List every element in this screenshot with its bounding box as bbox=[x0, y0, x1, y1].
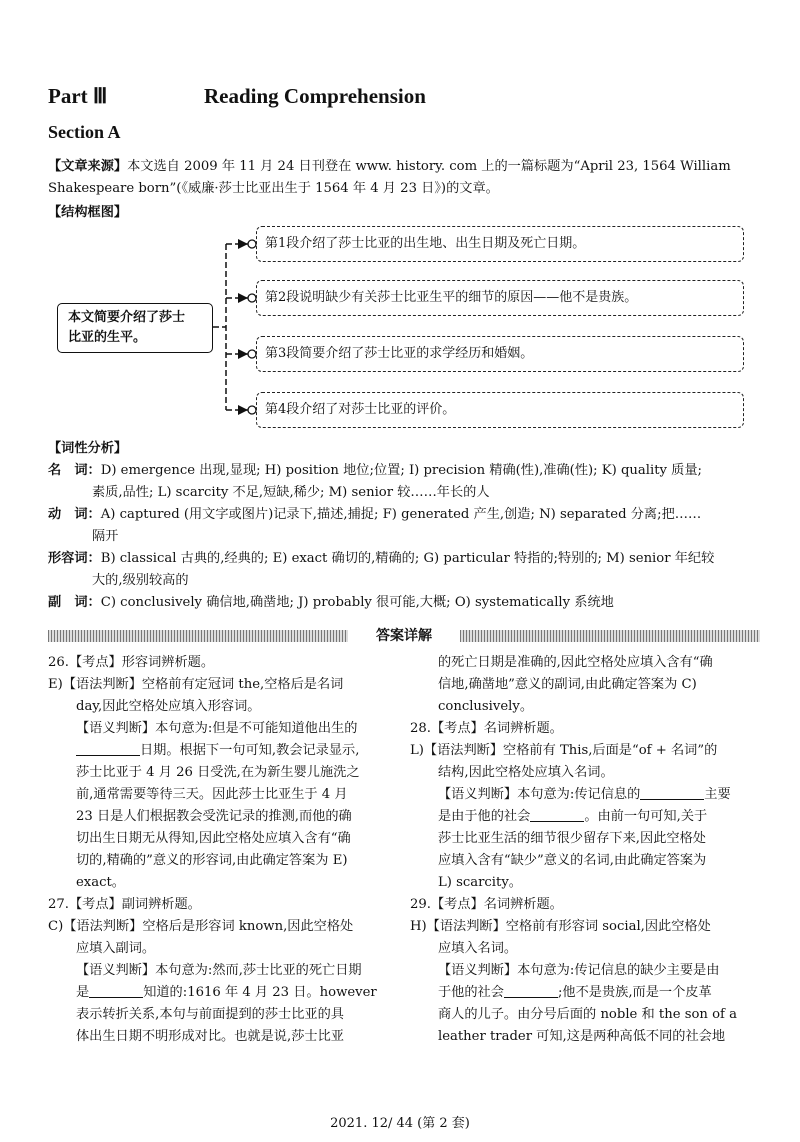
answer-line bbox=[410, 784, 762, 806]
pos-group-adverb bbox=[48, 592, 760, 614]
answer-line bbox=[48, 740, 400, 762]
pos-line: 大的,级别较高的 bbox=[92, 573, 189, 588]
answer-text: 应填入名词。 bbox=[438, 941, 518, 956]
answer-line bbox=[48, 960, 400, 982]
source-paragraph bbox=[48, 156, 760, 200]
answer-line bbox=[48, 674, 400, 696]
answer-text: 的死亡日期是准确的,因此空格处应填入含有“确 bbox=[438, 655, 713, 670]
structure-item-4: 第4段介绍了对莎士比亚的评价。 bbox=[256, 392, 744, 428]
answer-text: exact。 bbox=[76, 875, 125, 890]
answer-text: 【语义判断】本句意为:然而,莎士比亚的死亡日期 bbox=[76, 963, 362, 978]
answer-line bbox=[410, 872, 762, 894]
answer-line bbox=[48, 828, 400, 850]
answer-blank bbox=[640, 786, 704, 800]
structure-item-3: 第3段简要介绍了莎士比亚的求学经历和婚姻。 bbox=[256, 336, 744, 372]
answer-line bbox=[48, 652, 400, 674]
structure-item-1: 第1段介绍了莎士比亚的出生地、出生日期及死亡日期。 bbox=[256, 226, 744, 262]
source-tag: 【文章来源】 bbox=[48, 159, 128, 174]
answer-blank bbox=[76, 742, 140, 756]
section-heading: Section A bbox=[48, 122, 121, 142]
answer-text: leather trader 可知,这是两种高低不同的社会地 bbox=[438, 1029, 726, 1044]
answer-text: 应填入含有“缺少”意义的名词,由此确定答案为 bbox=[438, 853, 707, 868]
answer-text: 表示转折关系,本句与前面提到的莎士比亚的具 bbox=[76, 1007, 344, 1022]
pos-line: 隔开 bbox=[92, 529, 119, 544]
pos-line: C) conclusively 确信地,确凿地; J) probably 很可能,大概; O) systematically 系统地 bbox=[100, 595, 614, 610]
answer-line bbox=[410, 696, 762, 718]
source-line-1: 本文选自 2009 年 11 月 24 日刊登在 www. history. com 上的一篇标题为“April 23, 1564 William bbox=[127, 159, 731, 174]
answer-text: 于他的社会 bbox=[438, 985, 504, 1000]
answer-text: 知道的:1616 年 4 月 23 日。however bbox=[143, 985, 377, 1000]
structure-tag: 【结构框图】 bbox=[48, 205, 128, 220]
part-label: Part Ⅲ bbox=[48, 84, 108, 108]
answer-line bbox=[48, 1026, 400, 1048]
answer-text: ;他不是贵族,而是一个皮革 bbox=[557, 985, 712, 1000]
pos-group-adjective bbox=[48, 548, 760, 592]
answer-line bbox=[48, 938, 400, 960]
structure-item-2: 第2段说明缺少有关莎士比亚生平的细节的原因——他不是贵族。 bbox=[256, 280, 744, 316]
answer-line bbox=[410, 674, 762, 696]
answer-line bbox=[410, 806, 762, 828]
answer-line bbox=[410, 1004, 762, 1026]
divider-stripe-left bbox=[48, 630, 348, 642]
answer-line bbox=[410, 762, 762, 784]
answer-text: 体出生日期不明形成对比。也就是说,莎士比亚 bbox=[76, 1029, 344, 1044]
answer-text: 结构,因此空格处应填入名词。 bbox=[438, 765, 614, 780]
answer-line bbox=[410, 828, 762, 850]
answer-text: 切的,精确的”意义的形容词,由此确定答案为 E) bbox=[76, 853, 348, 868]
answer-line bbox=[410, 718, 762, 740]
center-line-1: 本文简要介绍了莎士 bbox=[68, 310, 186, 325]
answer-line bbox=[48, 850, 400, 872]
answer-line bbox=[410, 982, 762, 1004]
answer-text: L)【语法判断】空格前有 This,后面是“of + 名词”的 bbox=[410, 743, 718, 758]
page-footer: 2021. 12/ 44 (第 2 套) bbox=[330, 1116, 470, 1131]
pos-tag: 【词性分析】 bbox=[48, 441, 128, 456]
answer-line bbox=[410, 916, 762, 938]
answer-text: 莎士比亚于 4 月 26 日受洗,在为新生婴儿施洗之 bbox=[76, 765, 360, 780]
answer-line bbox=[410, 894, 762, 916]
answer-text: 商人的儿子。由分号后面的 noble 和 the son of a bbox=[438, 1007, 737, 1022]
pos-label: 副 词： bbox=[48, 595, 101, 610]
answer-line bbox=[48, 696, 400, 718]
pos-line: B) classical 古典的,经典的; E) exact 确切的,精确的; G) particular 特指的;特别的; M) senior 年纪较 bbox=[100, 551, 715, 566]
answer-line bbox=[48, 762, 400, 784]
answer-text: 是由于他的社会 bbox=[438, 809, 531, 824]
answer-line bbox=[410, 938, 762, 960]
source-line-2: Shakespeare born”(《威廉·莎士比亚出生于 1564 年 4 月 23 日》)的文章。 bbox=[48, 181, 499, 196]
answer-line bbox=[48, 894, 400, 916]
answer-line bbox=[410, 850, 762, 872]
pos-line: A) captured (用文字或图片)记录下,描述,捕捉; F) generated 产生,创造; N) separated 分离;把…… bbox=[100, 507, 702, 522]
answer-text: H)【语法判断】空格前有形容词 social,因此空格处 bbox=[410, 919, 711, 934]
answer-text: 27.【考点】副词辨析题。 bbox=[48, 897, 201, 912]
answer-text: 前,通常需要等待三天。因此莎士比亚生于 4 月 bbox=[76, 787, 348, 802]
answer-line bbox=[410, 1026, 762, 1048]
answer-text: 切出生日期无从得知,因此空格处应填入含有“确 bbox=[76, 831, 351, 846]
answer-text: 26.【考点】形容词辨析题。 bbox=[48, 655, 215, 670]
answer-line bbox=[48, 1004, 400, 1026]
answer-line bbox=[410, 652, 762, 674]
answer-text: 信地,确凿地”意义的副词,由此确定答案为 C) bbox=[438, 677, 697, 692]
answer-blank bbox=[89, 984, 143, 998]
answer-line bbox=[48, 916, 400, 938]
pos-line: 素质,品性; L) scarcity 不足,短缺,稀少; M) senior 较……年长的人 bbox=[92, 485, 490, 500]
answer-text: C)【语法判断】空格后是形容词 known,因此空格处 bbox=[48, 919, 354, 934]
answer-text: 是 bbox=[76, 985, 90, 1000]
answer-text: L) scarcity。 bbox=[438, 875, 522, 890]
pos-label: 名 词： bbox=[48, 463, 101, 478]
divider-stripe-right bbox=[460, 630, 760, 642]
pos-group-noun bbox=[48, 460, 760, 504]
answer-line bbox=[410, 960, 762, 982]
answer-text: day,因此空格处应填入形容词。 bbox=[76, 699, 261, 714]
answer-line bbox=[48, 806, 400, 828]
answer-text: 29.【考点】名词辨析题。 bbox=[410, 897, 563, 912]
pos-line: D) emergence 出现,显现; H) position 地位;位置; I) precision 精确(性),准确(性); K) quality 质量; bbox=[100, 463, 702, 478]
answer-line bbox=[48, 872, 400, 894]
pos-label: 动 词： bbox=[48, 507, 101, 522]
answer-text: 23 日是人们根据教会受洗记录的推测,而他的确 bbox=[76, 809, 352, 824]
answer-text: 。由前一句可知,关于 bbox=[584, 809, 708, 824]
divider-title: 答案详解 bbox=[376, 628, 432, 644]
structure-center-box bbox=[57, 303, 213, 353]
pos-label: 形容词： bbox=[48, 551, 101, 566]
center-line-2: 比亚的生平。 bbox=[68, 330, 147, 345]
answer-blank bbox=[530, 808, 584, 822]
pos-group-verb bbox=[48, 504, 760, 548]
answer-column-right bbox=[410, 652, 762, 1048]
answer-text: conclusively。 bbox=[438, 699, 534, 714]
answer-text: 莎士比亚生活的细节很少留存下来,因此空格处 bbox=[438, 831, 706, 846]
answer-text: 应填入副词。 bbox=[76, 941, 156, 956]
answer-line bbox=[410, 740, 762, 762]
answer-column-left bbox=[48, 652, 400, 1048]
part-heading bbox=[48, 84, 748, 112]
part-title: Reading Comprehension bbox=[204, 84, 426, 108]
answer-text: 28.【考点】名词辨析题。 bbox=[410, 721, 563, 736]
answer-text: 【语义判断】本句意为:传记信息的缺少主要是由 bbox=[438, 963, 720, 978]
answer-text: 【语义判断】本句意为:传记信息的 bbox=[438, 787, 641, 802]
answer-text: 主要 bbox=[704, 787, 731, 802]
answer-line bbox=[48, 982, 400, 1004]
answer-blank bbox=[504, 984, 558, 998]
answer-text: 日期。根据下一句可知,教会记录显示, bbox=[140, 743, 360, 758]
answer-line bbox=[48, 718, 400, 740]
answer-text: 【语义判断】本句意为:但是不可能知道他出生的 bbox=[76, 721, 358, 736]
answer-text: E)【语法判断】空格前有定冠词 the,空格后是名词 bbox=[48, 677, 344, 692]
answer-line bbox=[48, 784, 400, 806]
pos-section bbox=[48, 460, 760, 614]
answer-divider bbox=[48, 627, 760, 645]
